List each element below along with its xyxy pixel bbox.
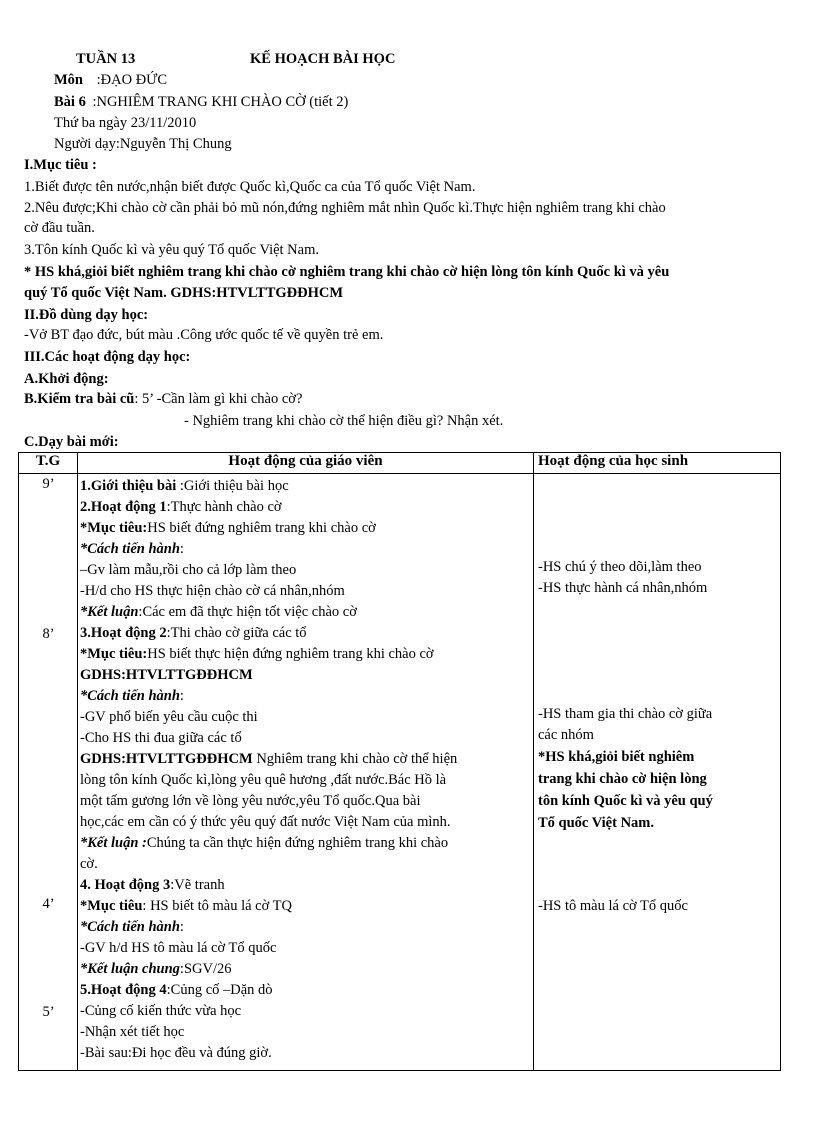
student-line: -HS tham gia thi chào cờ giữa: [538, 706, 713, 722]
student-line: trang khi chào cờ hiện lòng: [538, 771, 707, 787]
time-activity-2: 8’: [42, 626, 55, 642]
review-label: B.Kiểm tra bài cũ: [24, 391, 135, 407]
teacher-line: *Kết luận :Chúng ta cần thực hiện đứng nghiêm trang khi chào: [80, 835, 449, 851]
teacher-line: -GV h/d HS tô màu lá cờ Tổ quốc: [80, 940, 277, 956]
teacher-line: –Gv làm mẫu,rồi cho cả lớp làm theo: [80, 562, 297, 578]
student-column: [534, 474, 781, 1071]
materials-heading: II.Đồ dùng dạy học:: [24, 307, 149, 323]
teacher-line: -Củng cố kiến thức vừa học: [80, 1003, 242, 1019]
teacher-line: *Cách tiến hành:: [80, 688, 184, 704]
time-activity-4: 5’: [42, 1004, 55, 1020]
teacher-line: *Mục tiêu:HS biết thực hiện đứng nghiêm trang khi chào cờ: [80, 646, 434, 662]
materials-line: -Vở BT đạo đức, bút màu .Công ước quốc tế về quyền trẻ em.: [24, 327, 384, 343]
objective-2-line-1: 2.Nêu được;Khi chào cờ cần phải bỏ mũ nón,đứng nghiêm mắt nhìn Quốc kì.Thực hiện nghiêm trang khi chào: [24, 200, 666, 216]
teacher-line: *Cách tiến hành:: [80, 541, 184, 557]
teacher-line: 2.Hoạt động 1:Thực hành chào cờ: [80, 499, 282, 515]
time-activity-1: 9’: [42, 476, 55, 492]
teacher-line: *Kết luận:Các em đã thực hiện tốt việc chào cờ: [80, 604, 357, 620]
teacher-line: *Kết luận chung:SGV/26: [80, 961, 232, 977]
student-line: tôn kính Quốc kì và yêu quý: [538, 793, 713, 809]
student-line: Tổ quốc Việt Nam.: [538, 815, 654, 831]
warmup-heading: A.Khởi động:: [24, 371, 109, 387]
table-body-row: [19, 474, 781, 1071]
teacher-line: GDHS:HTVLTTGĐĐHCM: [80, 667, 253, 683]
header-time: T.G: [19, 453, 78, 474]
teacher-line: một tấm gương lớn về lòng yêu nước,yêu Tổ quốc.Qua bài: [80, 793, 421, 809]
date-line: Thứ ba ngày 23/11/2010: [54, 115, 197, 131]
objective-3: 3.Tôn kính Quốc kì và yêu quý Tổ quốc Việt Nam.: [24, 242, 319, 258]
header-teacher: Hoạt động của giáo viên: [78, 453, 534, 474]
student-line: -HS chú ý theo dõi,làm theo: [538, 559, 702, 575]
teacher-line: 1.Giới thiệu bài :Giới thiệu bài học: [80, 478, 289, 494]
teacher-line: cờ.: [80, 856, 98, 872]
teacher-line: lòng tôn kính Quốc kì,lòng yêu quê hương ,đất nước.Bác Hồ là: [80, 772, 447, 788]
table-header-row: [19, 453, 781, 474]
student-line: -HS thực hành cá nhân,nhóm: [538, 580, 708, 596]
teacher-line: *Mục tiêu:HS biết đứng nghiêm trang khi chào cờ: [80, 520, 376, 536]
teacher-line: Người dạy:Nguyễn Thị Chung: [54, 136, 232, 152]
teacher-line: học,các em cần có ý thức yêu quý đất nước Việt Nam của mình.: [80, 814, 451, 830]
lesson-label: Bài 6: [54, 94, 86, 110]
teacher-line: 5.Hoạt động 4:Củng cố –Dặn dò: [80, 982, 273, 998]
document-title: KẾ HOẠCH BÀI HỌC: [250, 51, 396, 67]
subject-value: :ĐẠO ĐỨC: [96, 72, 168, 88]
teacher-line: *Mục tiêu: HS biết tô màu lá cờ TQ: [80, 898, 292, 914]
lesson-line: [54, 92, 348, 112]
teacher-column: [78, 474, 534, 1071]
teacher-line: -Bài sau:Đi học đều và đúng giờ.: [80, 1045, 272, 1061]
teacher-line: 4. Hoạt động 3:Vẽ tranh: [80, 877, 225, 893]
teacher-line: *Cách tiến hành:: [80, 919, 184, 935]
objective-1: 1.Biết được tên nước,nhận biết được Quốc kì,Quốc ca của Tổ quốc Việt Nam.: [24, 179, 476, 195]
week-label: TUẦN 13: [76, 51, 136, 67]
review-line-1: [24, 389, 302, 409]
lesson-plan-table: [18, 452, 781, 1071]
student-line: -HS tô màu lá cờ Tổ quốc: [538, 898, 688, 914]
objectives-heading: I.Mục tiêu :: [24, 157, 97, 173]
review-line-2: - Nghiêm trang khi chào cờ thể hiện điều gì? Nhận xét.: [184, 413, 504, 429]
objective-2-line-2: cờ đầu tuần.: [24, 220, 95, 236]
gifted-line-1: * HS khá,giỏi biết nghiêm trang khi chào cờ nghiêm trang khi chào cờ hiện lòng tôn kính Quốc kì và yêu: [24, 264, 670, 280]
gifted-line-2: quý Tổ quốc Việt Nam. GDHS:HTVLTTGĐĐHCM: [24, 285, 344, 301]
new-lesson-heading: C.Dạy bài mới:: [24, 434, 119, 450]
teacher-line: -Cho HS thi đua giữa các tổ: [80, 730, 242, 746]
header-student: Hoạt động của học sinh: [534, 453, 781, 474]
student-line: *HS khá,giỏi biết nghiêm: [538, 749, 695, 765]
subject-line: [54, 70, 167, 90]
teacher-line: 3.Hoạt động 2:Thi chào cờ giữa các tổ: [80, 625, 307, 641]
time-column: [19, 474, 78, 1071]
teacher-line: -Nhận xét tiết học: [80, 1024, 185, 1040]
student-line: các nhóm: [538, 727, 594, 743]
teacher-line: -GV phổ biến yêu cầu cuộc thi: [80, 709, 258, 725]
teacher-line: -H/d cho HS thực hiện chào cờ cá nhân,nhóm: [80, 583, 345, 599]
teacher-line: GDHS:HTVLTTGĐĐHCM Nghiêm trang khi chào cờ thể hiện: [80, 751, 458, 767]
review-question-1: : 5’ -Cần làm gì khi chào cờ?: [134, 391, 303, 407]
time-activity-3: 4’: [42, 896, 55, 912]
lesson-value: :NGHIÊM TRANG KHI CHÀO CỜ (tiết 2): [92, 94, 349, 110]
activities-heading: III.Các hoạt động dạy học:: [24, 349, 191, 365]
subject-label: Môn: [54, 72, 83, 88]
